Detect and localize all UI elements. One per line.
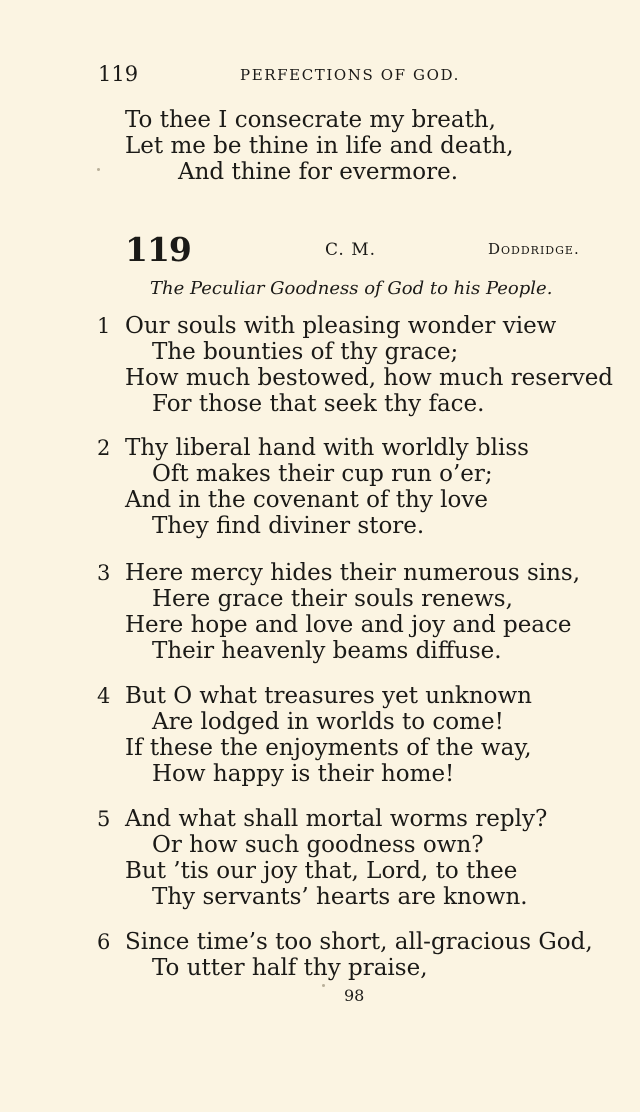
hymn-meter: C. M. (325, 240, 377, 260)
verse-line: Or how such goodness own? (152, 832, 484, 858)
print-speck (322, 984, 325, 987)
verse-line: Since time’s too short, all-gracious God, (125, 929, 593, 955)
verse-line: But O what treasures yet unknown (125, 683, 532, 709)
verse-line: Are lodged in worlds to come! (152, 709, 504, 735)
verse-line: Here hope and love and joy and peace (125, 612, 572, 638)
stanza-number: 6 (97, 930, 111, 954)
hymn-subtitle: The Peculiar Goodness of God to his People. (150, 278, 553, 299)
verse-line: To utter half thy praise, (152, 955, 428, 981)
verse-line: How happy is their home! (152, 761, 455, 787)
verse-line: Oft makes their cup run o’er; (152, 461, 493, 487)
stanza-number: 2 (97, 436, 111, 460)
verse-line: The bounties of thy grace; (152, 339, 459, 365)
verse-line: Here grace their souls renews, (152, 586, 513, 612)
verse-line: And what shall mortal worms reply? (125, 806, 548, 832)
print-speck (97, 168, 100, 171)
verse-line: Here mercy hides their numerous sins, (125, 560, 581, 586)
verse-line: How much bestowed, how much reserved (125, 365, 614, 391)
stanza-number: 1 (97, 314, 111, 338)
verse-line: Our souls with pleasing wonder view (125, 313, 557, 339)
continuation-line: And thine for evermore. (178, 159, 459, 185)
verse-line: And in the covenant of thy love (125, 487, 488, 513)
verse-line: For those that seek thy face. (152, 391, 485, 417)
verse-line: Thy servants’ hearts are known. (152, 884, 528, 910)
stanza-number: 4 (97, 684, 111, 708)
verse-line: Their heavenly beams diffuse. (152, 638, 502, 664)
continuation-line: To thee I consecrate my breath, (125, 107, 496, 133)
verse-line: Thy liberal hand with worldly bliss (125, 435, 529, 461)
continuation-line: Let me be thine in life and death, (125, 133, 514, 159)
stanza-number: 3 (97, 561, 111, 585)
hymn-author: Doddridge. (488, 240, 580, 258)
verse-line: They find diviner store. (152, 513, 425, 539)
verse-line: But ’tis our joy that, Lord, to thee (125, 858, 518, 884)
verse-line: If these the enjoyments of the way, (125, 735, 532, 761)
hymn-number: 119 (125, 230, 191, 269)
footer-page-number: 98 (344, 986, 365, 1005)
running-head-title: PERFECTIONS OF GOD. (240, 66, 460, 84)
running-head-page-number: 119 (98, 62, 139, 86)
stanza-number: 5 (97, 807, 111, 831)
